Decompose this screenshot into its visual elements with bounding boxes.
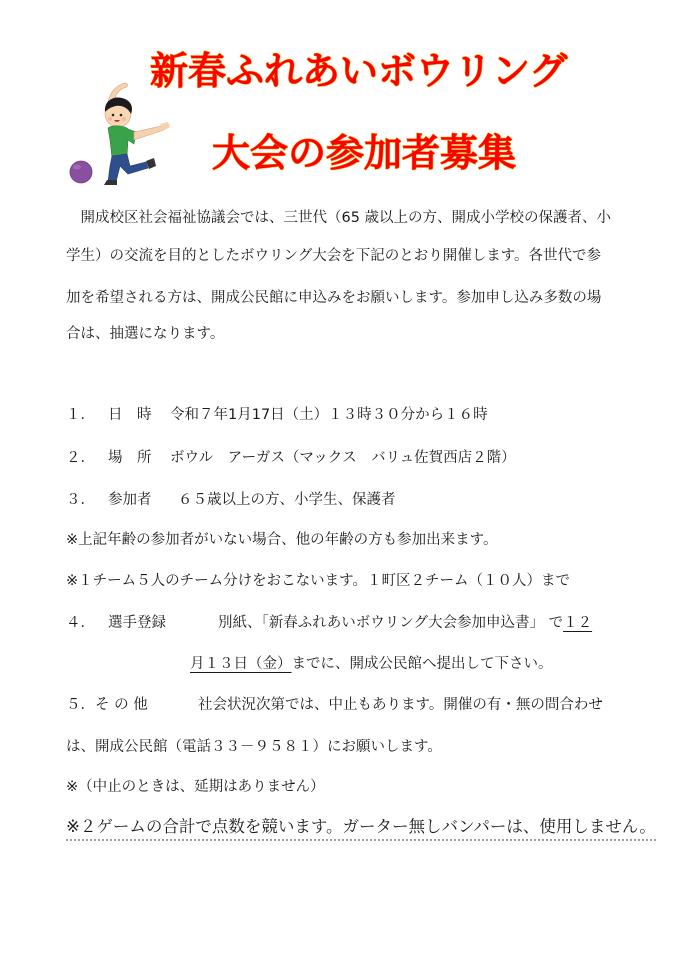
deadline-part-2: 月１３日（金） [190,656,292,672]
detail-item-participants [66,490,396,510]
detail-item-other [66,695,603,715]
detail-item-other-cont: は、開成公民館（電話３３－９５８１）にお願いします。 [66,739,442,755]
item-value: 別紙、「新春ふれあいボウリング大会参加申込書」 で [218,615,564,631]
item-number: １． [66,407,95,423]
item-label: そ の 他 [95,697,148,713]
item-label: 日 時 [108,407,152,423]
note-age: ※上記年齢の参加者がいない場合、他の年齢の方も参加出来ます。 [66,532,498,548]
item-number-label [66,695,198,715]
item-value: 令和７年1月17日（土）１３時３０分から１６時 [170,407,488,423]
intro-line-4: 合は、抽選になります。 [66,326,225,342]
detail-item-registration-cont [190,654,553,674]
item-label: 選手登録 [108,615,166,631]
detail-item-place [66,448,516,468]
title-line-2: 大会の参加者募集 [212,131,517,175]
note-teams: ※１チーム５人のチーム分けをおこないます。１町区２チーム（１０人）まで [66,573,570,589]
intro-line-3: 加を希望される方は、開成公民館に申込みをお願いします。参加申し込み多数の場 [66,290,602,306]
item-number: ３． [66,492,95,508]
intro-line-2: 学生）の交流を目的としたボウリング大会を下記のとおり開催します。各世代で参 [66,248,602,264]
detail-item-date [66,405,488,425]
title-line-1: 新春ふれあいボウリング [150,49,568,93]
item-value: ボウル アーガス（マックス バリュ佐賀西店２階） [170,450,516,466]
item-value: 社会状況次第では、中止もあります。開催の有・無の問合わせ [198,697,603,713]
item-number: ２． [66,450,95,466]
note-scoring-text: ※２ゲームの合計で点数を競います。ガーター無しバンパーは、使用しません。 [66,817,656,841]
note-scoring [66,817,656,837]
item-number: ４． [66,615,95,631]
note-cancel: ※（中止のときは、延期はありません） [66,779,325,795]
detail-item-registration [66,613,592,633]
item-label: 場 所 [108,450,152,466]
item-label: 参加者 [108,492,152,508]
item-value: ６５歳以上の方、小学生、保護者 [178,492,396,508]
intro-line-1: 開成校区社会福祉協議会では、三世代（65 歳以上の方、開成小学校の保護者、小 [66,210,612,226]
deadline-part-1: １２ [563,615,593,631]
item-value-suffix: までに、開成公民館へ提出して下さい。 [291,656,553,672]
item-number: ５． [66,697,95,713]
